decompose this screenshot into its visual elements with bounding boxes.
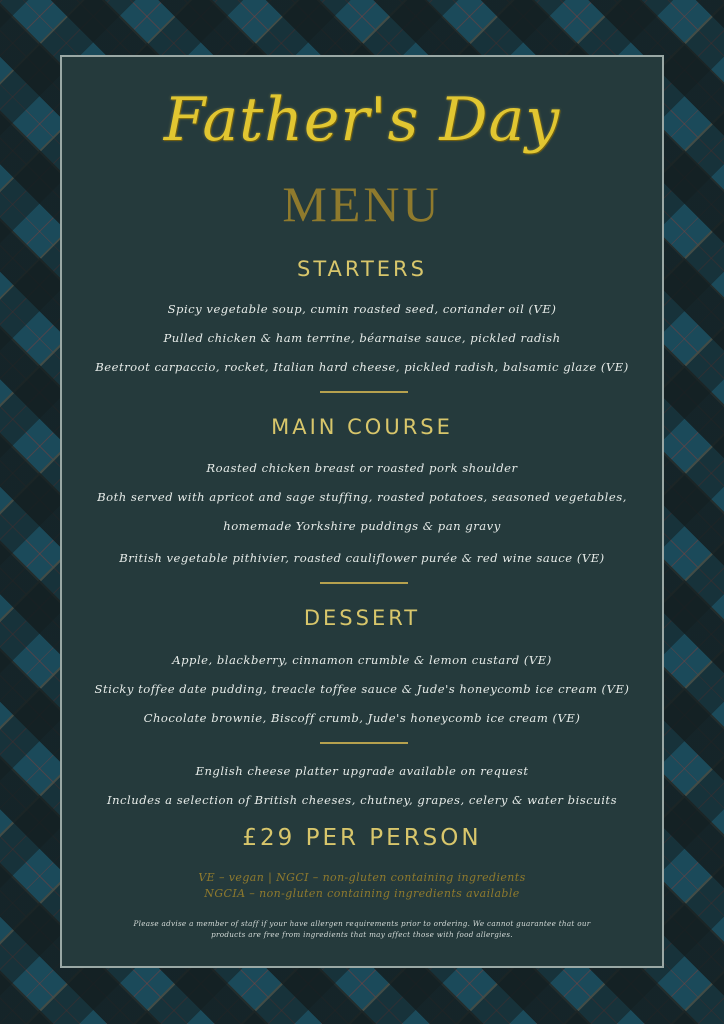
allergen-disclaimer: Please advise a member of staff if your have allergen requirements prior to ordering. We cannot guarantee that our products are free from ingredients that may affect those with food allergies. [133, 919, 591, 939]
dessert-item: Apple, blackberry, cinnamon crumble & lemon custard (VE) [172, 653, 552, 667]
starter-item: Pulled chicken & ham terrine, béarnaise sauce, pickled radish [163, 331, 561, 345]
menu-panel [60, 55, 664, 968]
starter-item: Beetroot carpaccio, rocket, Italian hard cheese, pickled radish, balsamic glaze (VE) [95, 360, 629, 374]
dietary-legend: NGCIA – non-gluten containing ingredients available [204, 887, 520, 900]
starter-item: Spicy vegetable soup, cumin roasted seed, coriander oil (VE) [167, 302, 557, 316]
cheese-note: Includes a selection of British cheeses, chutney, grapes, celery & water biscuits [106, 793, 618, 807]
cheese-note: English cheese platter upgrade available on request [195, 764, 529, 778]
main-course-heading: MAIN COURSE [271, 415, 453, 439]
section-divider [320, 391, 408, 393]
dessert-item: Chocolate brownie, Biscoff crumb, Jude's honeycomb ice cream (VE) [143, 711, 581, 725]
starters-heading: STARTERS [297, 257, 427, 281]
main-course-item: Roasted chicken breast or roasted pork shoulder [206, 461, 518, 475]
dietary-legend: VE – vegan | NGCI – non-gluten containing ingredients [198, 871, 526, 884]
menu-title-script: Father's Day [163, 85, 561, 155]
dessert-item: Sticky toffee date pudding, treacle toffee sauce & Jude's honeycomb ice cream (VE) [94, 682, 630, 696]
dessert-heading: DESSERT [303, 606, 421, 630]
main-course-item: British vegetable pithivier, roasted cauliflower purée & red wine sauce (VE) [119, 551, 605, 565]
price: £29 PER PERSON [242, 825, 482, 851]
main-course-item: Both served with apricot and sage stuffing, roasted potatoes, seasoned vegetables, [97, 490, 627, 504]
menu-title: MENU [282, 176, 442, 232]
main-course-item: homemade Yorkshire puddings & pan gravy [223, 519, 501, 533]
section-divider [320, 742, 408, 744]
section-divider [320, 582, 408, 584]
